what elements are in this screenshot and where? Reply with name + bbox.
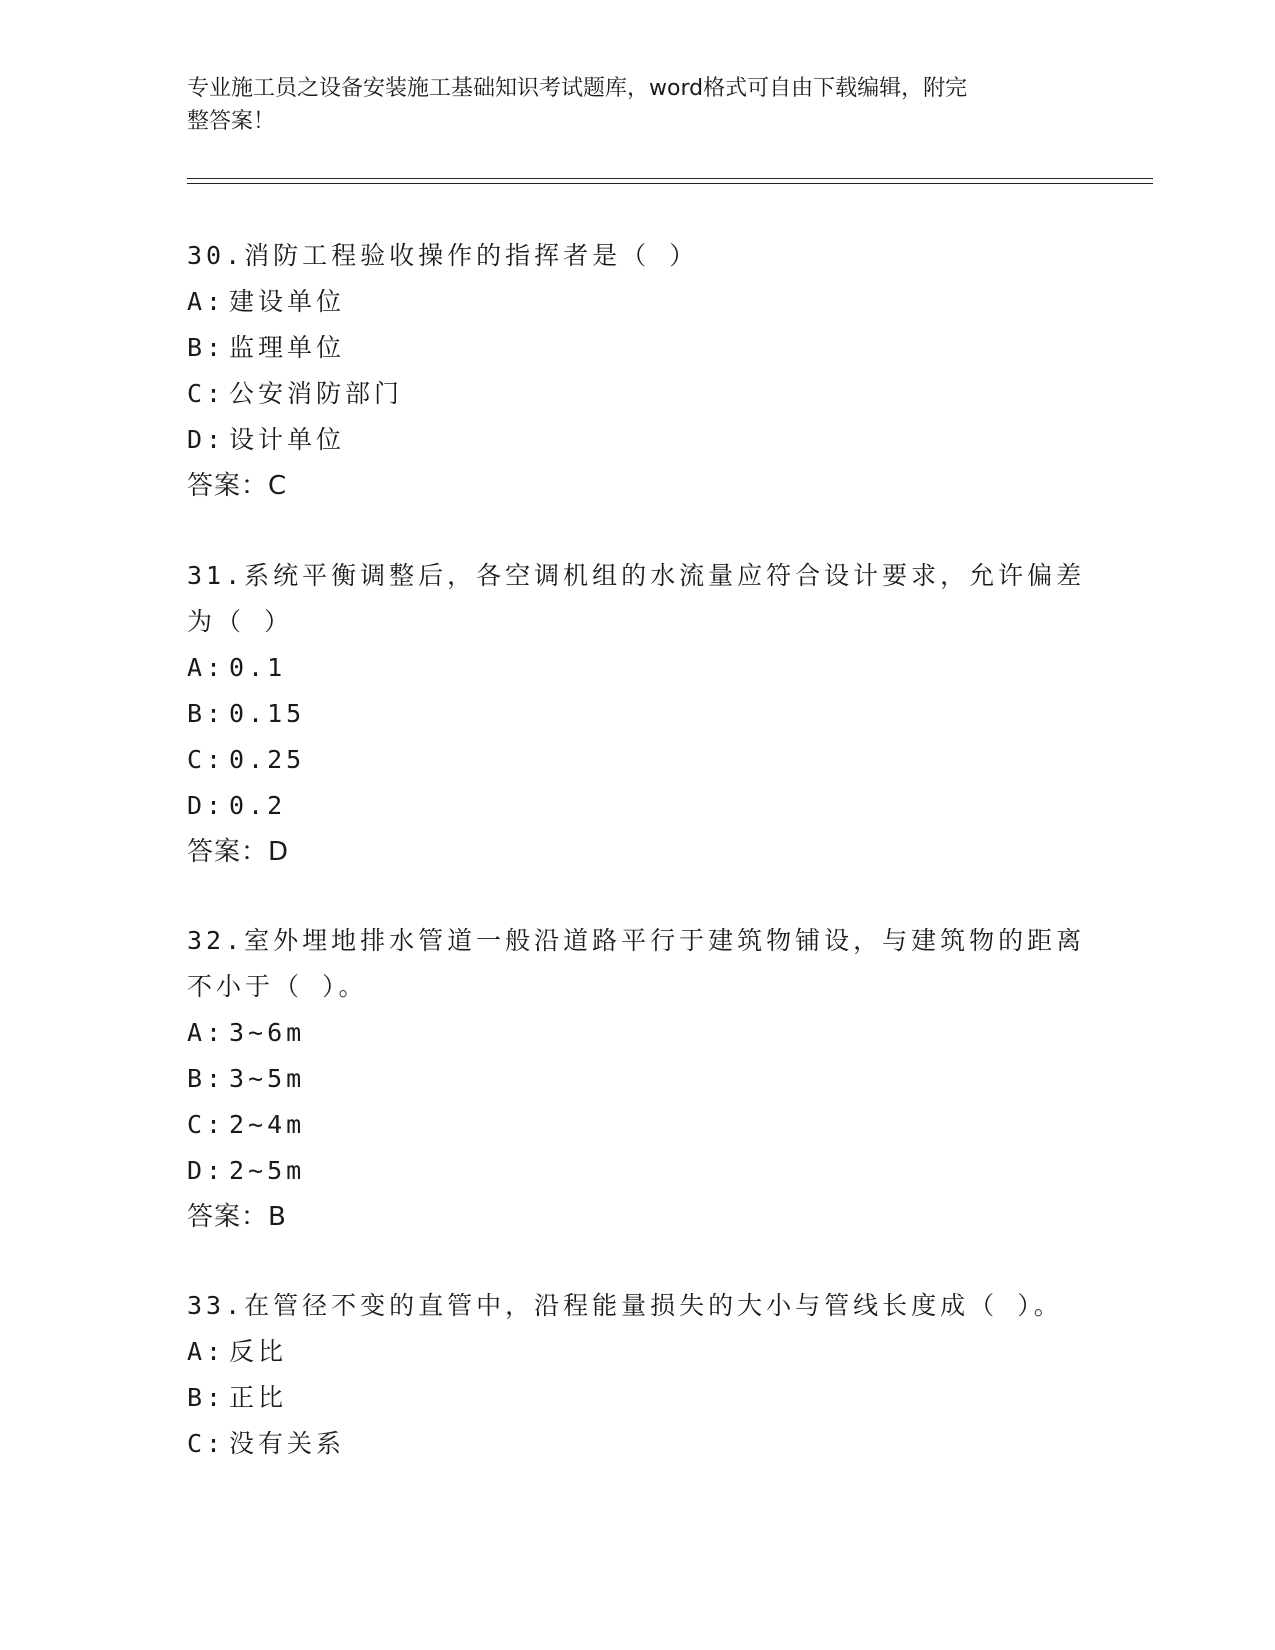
option-text: 建设单位 [229, 287, 346, 316]
header-line-1: 专业施工员之设备安装施工基础知识考试题库，word格式可自由下载编辑，附完 [187, 76, 968, 101]
option-b [187, 1375, 1087, 1421]
option-text: 2~5m [229, 1156, 306, 1185]
option-b [187, 691, 1087, 737]
option-letter: C: [187, 745, 226, 774]
option-letter: A: [187, 287, 226, 316]
answer-line: 答案：C [187, 471, 288, 501]
option-letter: C: [187, 379, 226, 408]
option-text: 0.15 [229, 699, 306, 728]
option-letter: A: [187, 1337, 226, 1366]
option-text: 公安消防部门 [229, 379, 404, 408]
question-33 [187, 1283, 1087, 1467]
question-text [187, 233, 1087, 279]
option-letter: B: [187, 699, 226, 728]
question-line: 30.消防工程验收操作的指挥者是（ ） [187, 241, 699, 270]
option-text: 没有关系 [229, 1429, 346, 1458]
option-d [187, 1148, 1087, 1194]
option-text: 0.2 [229, 791, 287, 820]
option-text: 监理单位 [229, 333, 346, 362]
option-c [187, 1102, 1087, 1148]
option-letter: D: [187, 1156, 226, 1185]
question-line: 不小于（ ）。 [187, 972, 368, 1001]
option-letter: B: [187, 1383, 226, 1412]
option-c [187, 737, 1087, 783]
question-text [187, 1283, 1087, 1329]
option-b [187, 1056, 1087, 1102]
option-letter: D: [187, 425, 226, 454]
option-text: 3~5m [229, 1064, 306, 1093]
option-a [187, 1329, 1087, 1375]
option-text: 2~4m [229, 1110, 306, 1139]
question-line: 31.系统平衡调整后，各空调机组的水流量应符合设计要求，允许偏差 [187, 561, 1086, 590]
question-line: 为（ ） [187, 607, 294, 636]
option-c [187, 371, 1087, 417]
question-31 [187, 553, 1087, 875]
option-d [187, 417, 1087, 463]
header-divider-bottom [187, 183, 1153, 184]
option-c [187, 1421, 1087, 1467]
question-line: 32.室外埋地排水管道一般沿道路平行于建筑物铺设，与建筑物的距离 [187, 926, 1086, 955]
option-text: 反比 [229, 1337, 288, 1366]
document-header [187, 72, 1067, 138]
question-text [187, 918, 1087, 1010]
option-text: 3~6m [229, 1018, 306, 1047]
option-d [187, 783, 1087, 829]
question-30 [187, 233, 1087, 509]
option-letter: C: [187, 1110, 226, 1139]
option-letter: A: [187, 653, 226, 682]
option-letter: B: [187, 333, 226, 362]
option-text: 正比 [229, 1383, 288, 1412]
option-letter: B: [187, 1064, 226, 1093]
answer-line: 答案：B [187, 1202, 287, 1232]
option-text: 0.25 [229, 745, 306, 774]
question-line: 33.在管径不变的直管中，沿程能量损失的大小与管线长度成（ ）。 [187, 1291, 1063, 1320]
option-text: 设计单位 [229, 425, 346, 454]
question-32 [187, 918, 1087, 1240]
option-a [187, 1010, 1087, 1056]
option-b [187, 325, 1087, 371]
option-letter: D: [187, 791, 226, 820]
option-text: 0.1 [229, 653, 287, 682]
question-text [187, 553, 1087, 645]
header-divider-top [187, 178, 1153, 179]
header-line-2: 整答案！ [187, 109, 276, 134]
option-a [187, 645, 1087, 691]
option-a [187, 279, 1087, 325]
answer-line: 答案：D [187, 837, 290, 867]
option-letter: A: [187, 1018, 226, 1047]
option-letter: C: [187, 1429, 226, 1458]
